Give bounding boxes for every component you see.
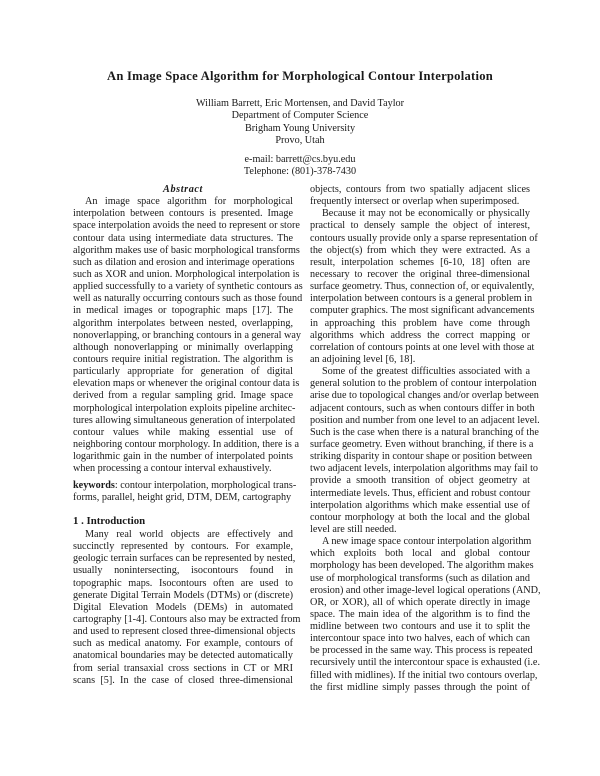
- text-line: particularly appropriate for generation of digital: [73, 366, 293, 378]
- text-line: interpolation between contours is a general problem in: [310, 293, 533, 305]
- text-line: such as dilation and erosion and interimage operations: [73, 256, 295, 268]
- abstract-heading: Abstract: [163, 184, 203, 195]
- text-line: space interpolation avoids the need to represent or store: [73, 220, 300, 232]
- text-line: filled with midlines). If the initial two contours overlap,: [310, 669, 538, 681]
- text-line: nonoverlapping, or branching contours in a general way: [73, 329, 302, 341]
- text-line: correlation of contours points at one level with those at: [310, 341, 535, 353]
- location: Provo, Utah: [275, 135, 325, 147]
- text-line: contour morphology at both the local and the global: [310, 511, 530, 523]
- keywords-line: : contour interpolation, morphological trans-: [114, 480, 297, 491]
- text-line: necessary to recover the original three-dimensional: [310, 268, 530, 280]
- text-line: contour values while making essential use of: [73, 426, 293, 438]
- text-line: topographic maps. Isocontours often are used to: [73, 577, 293, 589]
- text-line: An image space algorithm for morphological: [85, 196, 293, 208]
- text-line: result, interpolation schemes [6-10, 18] often are: [310, 256, 530, 268]
- introduction-body: [73, 529, 301, 687]
- text-line: derived from a regular sampling grid. Image space: [73, 390, 293, 402]
- text-line: in approaching this problem have come through: [310, 317, 530, 329]
- text-line: geologic terrain surfaces can be represented by nested,: [73, 553, 296, 565]
- text-line: when processing a contour interval exhaustively.: [73, 463, 272, 475]
- text-line: contour data using intermediate data structures. The: [73, 232, 293, 244]
- university: Brigham Young University: [244, 122, 356, 134]
- department: Department of Computer Science: [231, 110, 369, 122]
- text-line: an adjoining level [6, 18].: [310, 353, 416, 365]
- text-line: intercontour space into two halves, each of which can: [310, 633, 530, 645]
- text-line: midline between two contours and use it to split the: [310, 621, 530, 633]
- text-line: algorithm makes use of basic morphological transforms: [73, 244, 300, 256]
- text-line: practical to densely sample the object of interest,: [310, 220, 530, 232]
- text-line: tures allowing simultaneous generation of interpolated: [73, 414, 296, 426]
- text-line: arise due to topological changes and/or overlap between: [310, 390, 539, 402]
- text-line: cartography [1-4]. Contours also may be extracted from: [73, 613, 301, 625]
- authors: William Barrett, Eric Mortensen, and David Taylor: [195, 98, 405, 109]
- paragraph: [310, 366, 540, 536]
- paper-title: An Image Space Algorithm for Morphological Contour Interpolation: [107, 69, 493, 83]
- abstract-section: [73, 184, 303, 475]
- author-block: [0, 98, 600, 148]
- text-line: neighboring contour morphology. In addition, there is a: [73, 438, 299, 450]
- text-line: anatomical boundaries may be detected automatically: [73, 650, 293, 662]
- text-line: contours usually provide only a sparse representation of: [310, 232, 538, 244]
- text-line: usually nonintersecting, isocontours found in: [73, 565, 293, 577]
- introduction-section: [73, 515, 301, 687]
- text-line: intermediate levels. Thus, efficient and robust contour: [310, 487, 531, 499]
- keywords-label: keywords: [73, 480, 115, 491]
- text-line: erosion) and other image-level logical operations (AND,: [310, 584, 541, 596]
- paragraph: [310, 536, 541, 694]
- text-line: contours require initial registration. The algorithm is: [73, 353, 293, 365]
- text-line: applied successfully to a variety of synthetic contours as: [73, 281, 303, 293]
- text-line: use of morphological transforms (such as dilation and: [310, 572, 530, 584]
- text-line: striking disparity in contour shape or position between: [310, 451, 533, 463]
- contact-block: [0, 154, 600, 179]
- text-line: the object(s) from which they were extracted. As a: [310, 244, 530, 256]
- text-line: such as XOR and union. Morphological interpolation is: [73, 268, 300, 280]
- text-line: Some of the greatest difficulties associated with a: [322, 366, 530, 378]
- text-line: succinctly represented by contours. For example,: [73, 541, 293, 553]
- text-line: objects, contours from two spatially adjacent slices: [310, 184, 530, 195]
- text-line: adjacent contours, such as when contours differ in both: [310, 402, 535, 414]
- paragraph: [310, 184, 530, 208]
- text-line: interpolation between contours is presented. Image: [73, 208, 293, 220]
- text-line: although nonoverlapping or minimally overlapping: [73, 341, 293, 353]
- introduction-heading: 1 . Introduction: [73, 515, 146, 527]
- text-line: surface geometry. Thus, connection of, or equivalently,: [310, 281, 535, 293]
- text-line: A new image space contour interpolation algorithm: [322, 536, 532, 548]
- text-line: Such is the case when there is a natural branching of the: [310, 426, 539, 438]
- text-line: Many real world objects are effectively and: [85, 529, 293, 540]
- email: e-mail: barrett@cs.byu.edu: [244, 154, 356, 165]
- abstract-body: [73, 196, 303, 475]
- text-line: OR, or XOR), all of which operate directly in image: [310, 596, 530, 608]
- text-line: recursively until the intercontour space is exhausted (i.e.: [310, 657, 540, 669]
- text-line: algorithm interpolates between nested, overlapping,: [73, 317, 293, 329]
- text-line: the first midline simply passes through the point of: [310, 681, 530, 693]
- paragraph: [310, 208, 538, 366]
- telephone: Telephone: (801)-378-7430: [243, 166, 357, 178]
- text-line: logarithmic gain in the number of interpolated points: [73, 451, 293, 463]
- text-line: in medical images or topographic maps [17]. The: [73, 305, 293, 317]
- text-line: general solution to the problem of contour interpolation: [310, 378, 537, 390]
- text-line: computer graphics. The most significant advancements: [310, 305, 535, 317]
- text-line: surface geometry. Even without branching, if there is a: [310, 438, 534, 450]
- text-line: generate Digital Terrain Models (DTMs) or (discrete): [73, 589, 293, 601]
- text-line: morphological interpolation exploits pipeline architec-: [73, 402, 296, 414]
- text-line: frequently intersect or overlap when superimposed.: [310, 196, 520, 208]
- text-line: space. The main idea of the algorithm is to find the: [310, 608, 530, 620]
- right-column: [310, 184, 541, 694]
- text-line: algorithms which address the correct mapping or: [310, 329, 530, 341]
- text-line: level are still needed.: [310, 523, 397, 535]
- text-line: which exploits both local and global contour: [310, 548, 530, 560]
- text-line: interpolation algorithms which make essential use of: [310, 499, 530, 511]
- text-line: such as medical anatomy. For example, contours of: [73, 638, 293, 650]
- keywords-section: [73, 480, 297, 504]
- text-line: be processed in the same way. This process is repeated: [310, 645, 533, 657]
- text-line: and used to represent closed three-dimensional objects: [73, 626, 296, 638]
- text-line: morphology has been developed. The algorithm makes: [310, 560, 534, 572]
- text-line: Because it may not be economically or physically: [322, 208, 530, 220]
- text-line: two adjacent levels, interpolation algorithms may fail to: [310, 463, 539, 475]
- text-line: well as naturally occurring contours such as those found: [73, 293, 303, 305]
- text-line: position and number from one level to an adjacent level.: [310, 414, 540, 426]
- text-line: from serial transaxial cross sections in CT or MRI: [73, 662, 293, 674]
- text-line: scans [5]. In the case of closed three-dimensional: [73, 674, 293, 686]
- text-line: Digital Elevation Models (DEMs) in automated: [73, 601, 293, 613]
- text-line: provide a smooth transition of object geometry at: [310, 475, 530, 487]
- text-line: elevation maps or whenever the original contour data is: [73, 378, 300, 390]
- keywords-line: forms, parallel, height grid, DTM, DEM, cartography: [73, 492, 292, 504]
